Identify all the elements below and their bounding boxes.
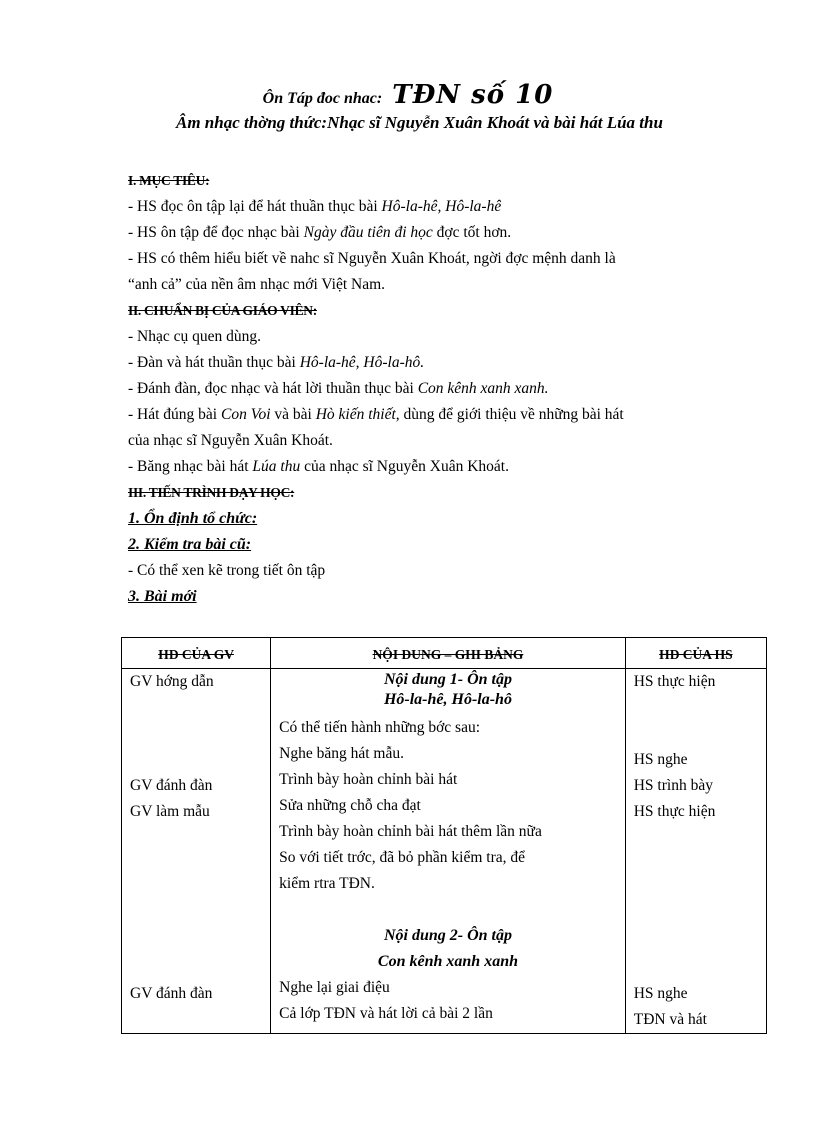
table-row bbox=[122, 669, 767, 1034]
table-header-row bbox=[122, 638, 767, 669]
prep-line-1: - Nhạc cụ quen dùng. bbox=[128, 328, 261, 345]
content-title-2a: Nội dung 2- Ôn tập bbox=[383, 927, 512, 944]
lesson-body bbox=[128, 168, 760, 610]
section-heading-preparation: II. CHUẨN BỊ CỦA GIÁO VIÊN: bbox=[128, 303, 317, 318]
objective-line-3: - HS có thêm hiểu biết về nahc sĩ Nguyễn Xuân Khoát, ngời đợc mệnh danh là bbox=[128, 250, 616, 267]
prep-line-3: - Đánh đàn, đọc nhạc và hát lời thuần thục bài Con kênh xanh xanh. bbox=[128, 380, 549, 397]
objective-line-1: - HS đọc ôn tập lại để hát thuần thục bài Hô-la-hê, Hô-la-hê bbox=[128, 198, 502, 215]
process-step-1: 1. Ổn định tổ chức: bbox=[128, 510, 258, 527]
content-title-2b: Con kênh xanh xanh bbox=[377, 953, 518, 970]
content-title-1a: Nội dung 1- Ôn tập bbox=[383, 671, 512, 688]
prep-line-2: - Đàn và hát thuần thục bài Hô-la-hê, Hô-la-hô. bbox=[128, 354, 425, 371]
prep-line-5: của nhạc sĩ Nguyễn Xuân Khoát. bbox=[128, 432, 333, 449]
lesson-subtitle: Âm nhạc thờng thức:Nhạc sĩ Nguyễn Xuân Khoát và bài hát Lúa thu bbox=[176, 113, 663, 132]
header-student: HĐ CỦA HS bbox=[625, 638, 766, 669]
lesson-title-prefix: Ôn Táp đoc nhac: bbox=[262, 90, 383, 107]
section-heading-objectives: I. MỤC TIÊU: bbox=[128, 173, 210, 188]
lesson-plan-table bbox=[121, 637, 767, 1034]
prep-line-6: - Băng nhạc bài hát Lúa thu của nhạc sĩ Nguyễn Xuân Khoát. bbox=[128, 458, 509, 475]
lesson-title-big: TĐN số 10 bbox=[392, 80, 554, 110]
process-line: - Có thể xen kẽ trong tiết ôn tập bbox=[128, 562, 326, 579]
content-title-1b: Hô-la-hê, Hô-la-hô bbox=[383, 691, 512, 708]
prep-line-4: - Hát đúng bài Con Voi và bài Hò kiến thiết, dùng để giới thiệu về những bài hát bbox=[128, 406, 624, 423]
objective-line-4: “anh cả” của nền âm nhạc mới Việt Nam. bbox=[128, 276, 386, 293]
teacher-column: GV hớng dẫn GV đánh đàn GV làm mẫu GV đánh đàn bbox=[122, 669, 271, 1034]
process-step-3: 3. Bài mới bbox=[128, 588, 197, 605]
process-step-2: 2. Kiểm tra bài cũ: bbox=[128, 536, 252, 553]
header-teacher: HĐ CỦA GV bbox=[122, 638, 271, 669]
content-column: Nội dung 1- Ôn tập Hô-la-hê, Hô-la-hô Có thể tiến hành những bớc sau: Nghe băng hát mẫu. Trình bày hoàn chỉnh bài hát Sửa những chỗ cha đạt Trình bày hoàn chỉnh bài hát thêm lần nữa So với tiết trớc, đã bỏ phần kiểm tra, để kiểm rtra TĐN. Nội dung 2- Ôn tập Con kênh xanh xanh Nghe lại giai điệu Cả lớp TĐN và hát lời cả bài 2 lần bbox=[271, 669, 626, 1034]
student-column: HS thực hiện HS nghe HS trình bày HS thực hiện HS nghe TĐN và hát bbox=[625, 669, 766, 1034]
lesson-title bbox=[0, 80, 816, 110]
objective-line-2: - HS ôn tập để đọc nhạc bài Ngày đầu tiên đi học đợc tốt hơn. bbox=[128, 224, 512, 241]
section-heading-process: III. TIẾN TRÌNH DẠY HỌC: bbox=[128, 485, 295, 500]
header-content: NỘI DUNG – GHI BẢNG bbox=[271, 638, 626, 669]
